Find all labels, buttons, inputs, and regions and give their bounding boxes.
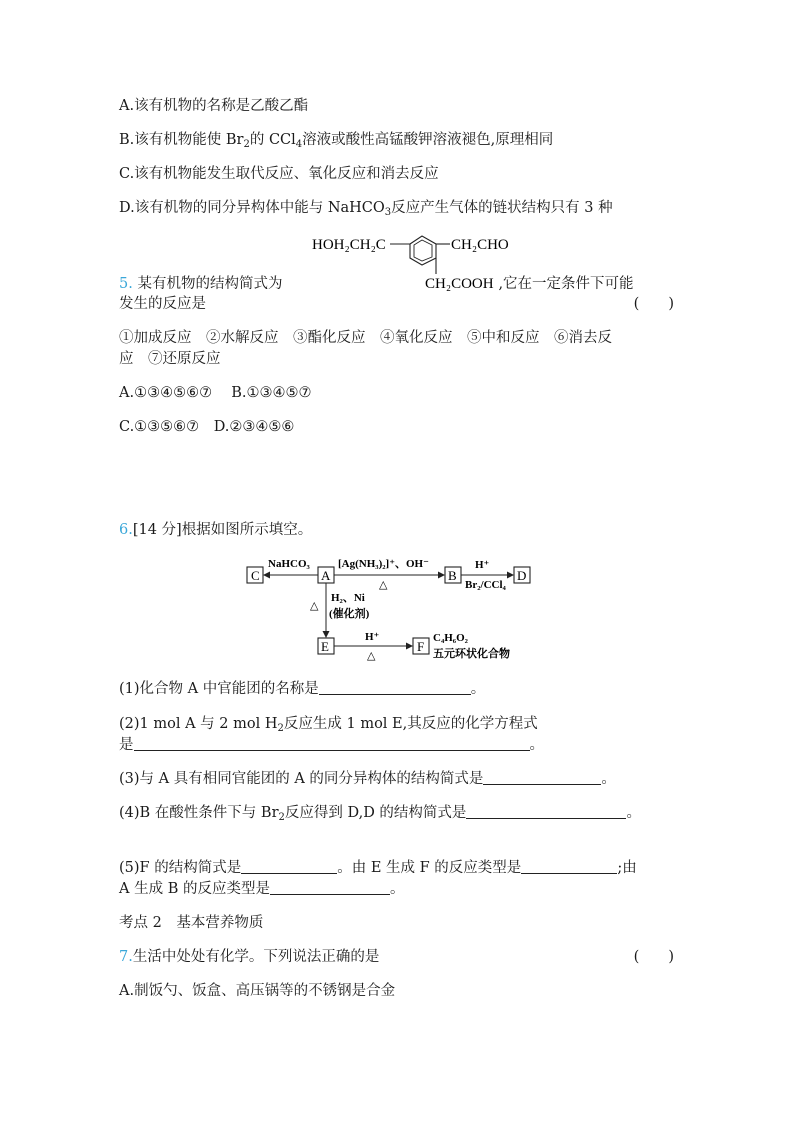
node-c: C: [251, 568, 260, 583]
q4-option-b: B.该有机物能使 $Br_2$的 CCl$_4$溶液或酸性高锰酸钾溶液褪色,原理相同: [119, 132, 554, 150]
svg-text:NaHCO₃: NaHCO₃: [268, 558, 310, 570]
answer-blank[interactable]: [483, 769, 601, 785]
q4-option-c: C.该有机物能发生取代反应、氧化反应和消去反应: [119, 166, 439, 182]
svg-text:H₂、Ni: H₂、Ni: [331, 592, 365, 604]
q5-options-cd: C.①③⑤⑥⑦ D.②③④⑤⑥: [119, 419, 295, 435]
structure-left-group: HOH₂CH₂C: [312, 237, 386, 253]
q6-part2-line2: 是 。: [119, 737, 544, 753]
q6-stem: 6.[14 分]根据如图所示填空。: [119, 522, 313, 538]
q5-options-ab: A.①③④⑤⑥⑦ B.①③④⑤⑦: [119, 385, 312, 401]
q7-answer-paren: ( ): [633, 949, 674, 965]
q5-reactions-line2: 应 ⑦还原反应: [119, 351, 221, 367]
svg-text:H⁺: H⁺: [475, 559, 490, 571]
svg-text:△: △: [367, 650, 376, 662]
answer-blank[interactable]: [466, 803, 626, 819]
q6-part5: (5)F 的结构简式是 。由 E 生成 F 的反应类型是 ;由: [119, 860, 637, 876]
q5-reactions-line1: ①加成反应 ②水解反应 ③酯化反应 ④氧化反应 ⑤中和反应 ⑥消去反: [119, 330, 612, 346]
q4-option-d: D.该有机物的同分异构体中能与 NaHCO$_3$反应产生气体的链状结构只有 3 种: [119, 200, 613, 218]
q7-option-a: A.制饭勺、饭盒、高压锅等的不锈钢是合金: [119, 983, 396, 999]
answer-blank[interactable]: [241, 858, 337, 874]
answer-blank[interactable]: [319, 679, 471, 695]
q6-part4: (4)B 在酸性条件下与 $Br_2$反应得到 D,D 的结构简式是 。: [119, 805, 641, 823]
svg-text:H⁺: H⁺: [365, 631, 380, 643]
q5-stem: 5. 某有机物的结构简式为 ,它在一定条件下可能: [119, 276, 634, 292]
answer-blank[interactable]: [270, 879, 390, 895]
node-a: A: [321, 568, 331, 583]
node-f: F: [417, 639, 425, 654]
svg-text:△: △: [379, 579, 388, 591]
node-d: D: [517, 568, 527, 583]
q5-stem-line2: 发生的反应是 ( ): [119, 296, 674, 312]
q5-answer-paren: ( ): [633, 296, 674, 312]
structure-bottom-group: CH₂COOH: [425, 276, 494, 292]
q6-part1: (1)化合物 A 中官能团的名称是 。: [119, 681, 486, 697]
answer-blank[interactable]: [521, 858, 617, 874]
node-b: B: [448, 568, 457, 583]
node-e: E: [321, 639, 329, 654]
svg-text:[Ag(NH₃)₂]⁺、OH⁻: [Ag(NH₃)₂]⁺、OH⁻: [338, 558, 429, 570]
f-formula: C₄H₆O₂: [433, 632, 468, 644]
svg-text:△: △: [310, 600, 319, 612]
section-heading: 考点 2 基本营养物质: [119, 915, 264, 931]
svg-text:(催化剂): (催化剂): [329, 608, 370, 620]
q6-reaction-diagram: [240, 553, 540, 663]
svg-text:Br₂/CCl₄: Br₂/CCl₄: [465, 579, 506, 591]
f-description: 五元环状化合物: [433, 648, 510, 660]
q6-part5-line2: A 生成 B 的反应类型是 。: [119, 881, 405, 897]
q6-part2: (2)1 mol A 与 2 mol $H_2$反应生成 1 mol E,其反应的化学方程式: [119, 716, 538, 734]
q6-part3: (3)与 A 具有相同官能团的 A 的同分异构体的结构简式是 。: [119, 771, 616, 787]
q7-stem: 7.生活中处处有化学。下列说法正确的是 ( ): [119, 949, 674, 965]
answer-blank[interactable]: [134, 735, 530, 751]
q4-option-a: A.该有机物的名称是乙酸乙酯: [119, 98, 309, 114]
structure-right-group: CH₂CHO: [451, 237, 509, 253]
